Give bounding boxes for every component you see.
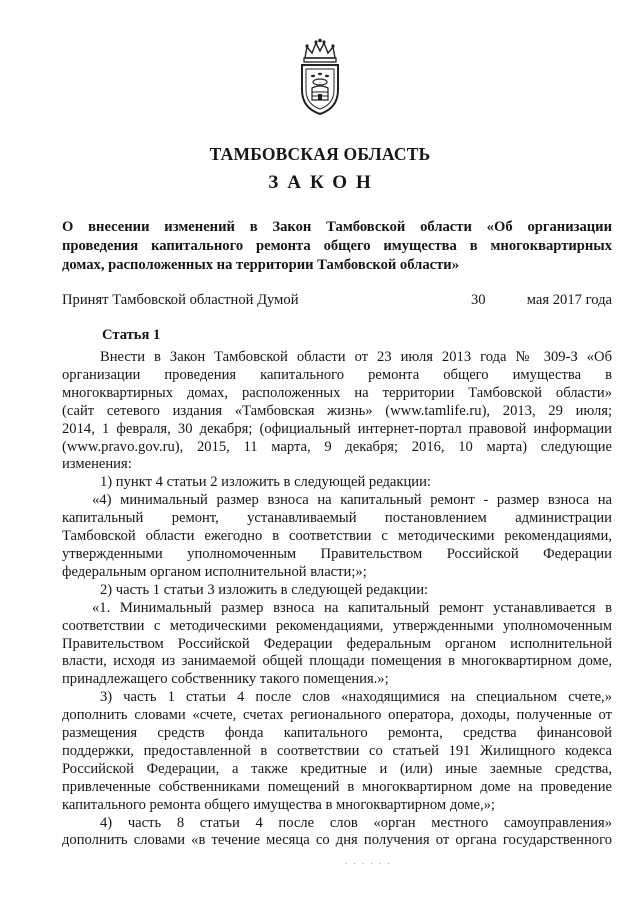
article-line: Правительством Российской Федерации федеральным органом исполнительной [62,635,612,652]
adoption-text: Принят Тамбовской областной Думой [62,292,299,308]
article-line: 2) часть 1 статьи 3 изложить в следующей редакции: [100,581,429,598]
adoption-line [62,291,612,310]
article-line: капитальный ремонт, устанавливаемый постановлением администрации [62,510,612,527]
law-title [62,218,612,275]
article-line: власти, исходя из занимаемой общей площади помещения в многоквартирном доме, [62,653,612,670]
article-line: (сайт сетевого издания «Тамбовская жизнь» (www.tamlife.ru), 2013, 29 июля; [62,402,612,419]
article-line: привлеченные собственниками помещений в многоквартирном доме на проведение [62,778,612,795]
article-line: дополнить словами «счете, счетах регионального оператора, доходы, полученные от [62,707,612,724]
article-line: поддержки, предоставленной в соответствии со статьей 191 Жилищного кодекса [62,742,612,759]
law-title-line: проведения капитального ремонта общего имущества в многоквартирных [62,238,612,254]
article-body [62,349,612,850]
article-line: Российской Федерации, а также кредитные и (или) иные заемные средства, [62,760,612,777]
article-line: Внести в Закон Тамбовской области от 23 июля 2013 года № 309-З «Об [100,349,612,365]
article-line: организации проведения капитального ремонта общего имущества в [62,366,612,383]
scan-artifact: . . . . . . [345,856,392,866]
article-line: изменения: [62,456,132,473]
adoption-month-year: мая 2017 года [526,292,612,308]
article-line: 1) пункт 4 статьи 2 изложить в следующей редакции: [100,474,431,491]
article-line: 3) часть 1 статьи 4 после слов «находящимися на специальном счете,» [100,689,612,706]
article-line: утвержденными уполномоченным Правительством Российской Федерации [62,545,612,562]
adoption-day: 30 [471,292,486,308]
article-heading: Статья 1 [102,327,161,343]
article-line: соответствии с методическими рекомендациями, утвержденными уполномоченным [62,617,612,634]
article-line: «1. Минимальный размер взноса на капитальный ремонт устанавливается в [92,599,612,616]
article-line: федеральным органом исполнительной власти;»; [62,563,367,580]
region-heading: ТАМБОВСКАЯ ОБЛАСТЬ [209,144,431,164]
article-line: Тамбовской области ежегодно в соответствии с методическими рекомендациями, [62,528,612,545]
article-line: капитального ремонта общего имущества в многоквартирном доме,»; [62,796,495,813]
article-line: принадлежащего собственнику такого помещения.»; [62,671,389,688]
article-line: 4) часть 8 статьи 4 после слов «орган местного самоуправления» [100,814,612,831]
article-line: размещения средств фонда капитального ремонта, средства финансовой [62,725,612,742]
article-line: 2014, 1 февраля, 30 декабря; (официальный интернет-портал правовой информации [62,420,612,437]
law-title-line: О внесении изменений в Закон Тамбовской области «Об организации [62,219,612,235]
document-type-heading: ЗАКОН [268,172,380,193]
tambov-coat-of-arms-icon [297,38,343,116]
law-title-line: домах, расположенных на территории Тамбовской области» [62,257,459,273]
article-line: дополнить словами «в течение месяца со дня получения от органа государственного [62,832,612,849]
article-line: (www.pravo.gov.ru), 2015, 11 марта, 9 декабря; 2016, 10 марта) следующие [62,438,612,455]
article-line: многоквартирных домах, расположенных на территории Тамбовской области» [62,384,612,401]
article-line: «4) минимальный размер взноса на капитальный ремонт - размер взноса на [92,492,612,509]
